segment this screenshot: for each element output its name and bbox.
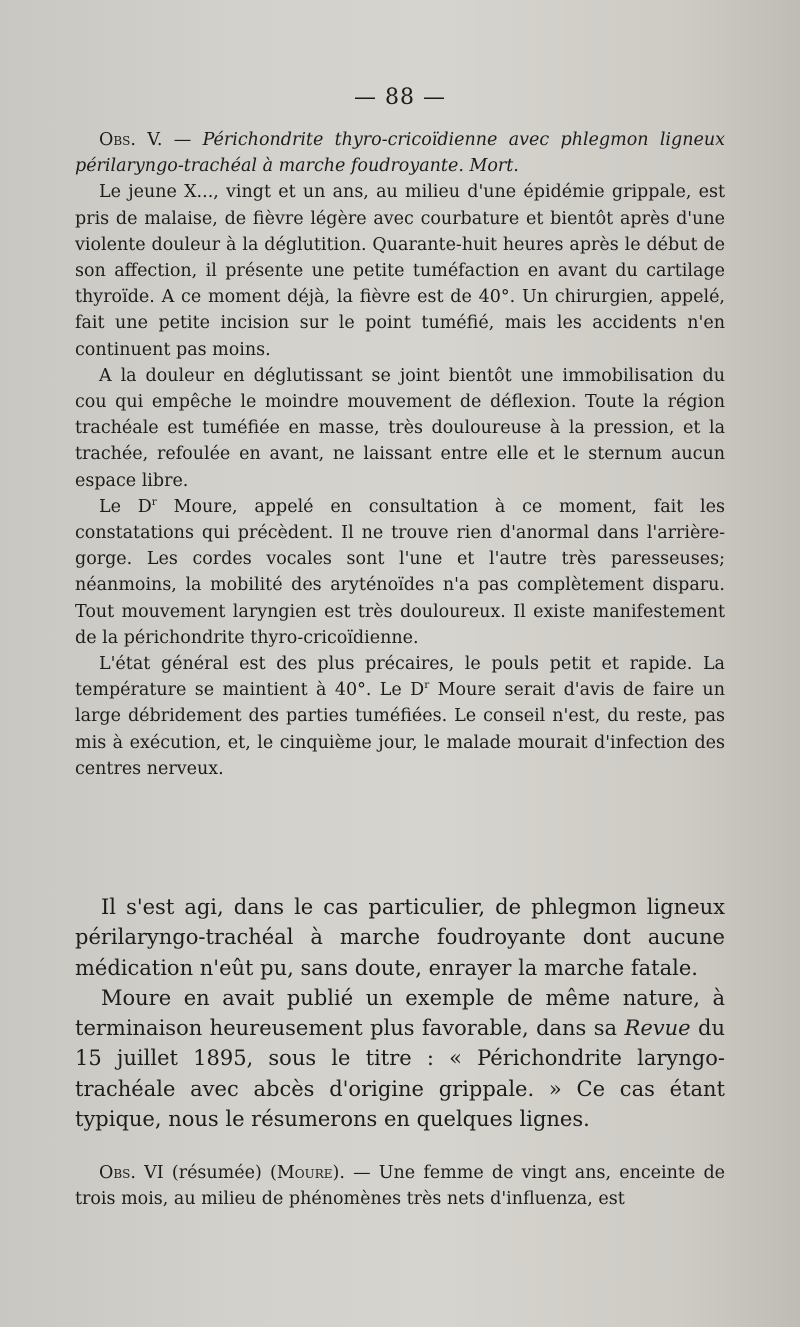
- observation-5-title: Périchondrite thyro-cricoïdienne avec phlegmon ligneux périlaryngo-trachéal à marche foudroyante. Mort.: [75, 130, 725, 177]
- observation-6-label: Obs. VI: [99, 1163, 164, 1183]
- p4-superscript: r: [424, 679, 430, 692]
- p3-text-b: Moure, appelé en consultation à ce moment, fait les constatations qui précèdent. Il ne trouve rien d'anormal dans l'arrière-gorge. Les cordes vocales sont l'une et l'autre très paresseuses; néanmoins, la mobilité des aryténoïdes n'a pas complètement disparu. Tout mouvement laryngien est très douloureux. Il existe manifestement de la périchondrite thyro-cricoïdienne.: [75, 496, 725, 648]
- discussion-paragraph-1: Il s'est agi, dans le cas particulier, de phlegmon ligneux périlaryngo-trachéal à marche foudroyante dont aucune médication n'eût pu, sans doute, enrayer la marche fatale.: [75, 895, 725, 980]
- observation-5-paragraph-1: Le jeune X..., vingt et un ans, au milieu d'une épidémie grippale, est pris de malaise, de fièvre légère avec courbature et bientôt après d'une violente douleur à la déglutition. Quarante-huit heures après le début de son affection, il présente une petite tuméfaction en avant du cartilage thyroïde. A ce moment déjà, la fièvre est de 40°. Un chirurgien, appelé, fait une petite incision sur le point tuméfié, mais les accidents n'en continuent pas moins.: [75, 182, 725, 360]
- observation-5-paragraph-2: A la douleur en déglutissant se joint bientôt une immobilisation du cou qui empêche le moindre mouvement de déflexion. Toute la région trachéale est tuméfiée en masse, très douloureuse à la pression, et la trachée, refoulée en avant, ne laissant entre elle et le sternum aucun espace libre.: [75, 365, 725, 491]
- discussion-p2-text-a: Moure en avait publié un exemple de même nature, à terminaison heureusement plus favorable, dans sa: [75, 985, 725, 1041]
- observation-5-label: Obs. V.: [99, 130, 163, 150]
- p3-superscript: r: [151, 496, 157, 509]
- observation-5-heading: [75, 127, 725, 179]
- observation-6-text: ). — Une femme de vingt ans, enceinte de trois mois, au milieu de phénomènes très nets d'influenza, est: [75, 1163, 726, 1210]
- p4-text-b: Moure serait d'avis de faire un large débridement des parties tuméfiées. Le conseil n'est, du reste, pas mis à exécution, et, le cinquième jour, le malade mourait d'infection des centres nerveux.: [75, 680, 725, 779]
- discussion-section: [75, 892, 725, 1134]
- observation-5: [75, 127, 725, 782]
- discussion-paragraph-2: [75, 983, 725, 1134]
- observation-6: [75, 1160, 725, 1212]
- page-number: — 88 —: [354, 85, 446, 110]
- p3-text-a: Le D: [99, 496, 152, 517]
- observation-5-dash: —: [162, 130, 203, 150]
- observation-6-author: Moure: [276, 1163, 333, 1183]
- observation-5-paragraph-3: [75, 494, 725, 651]
- observation-6-paragraph: [75, 1160, 725, 1212]
- revue-italic: Revue: [624, 1016, 691, 1041]
- observation-6-label-rest: (résumée) (: [163, 1163, 277, 1183]
- discussion-p2-text-b: du 15 juillet 1895, sous le titre : « Périchondrite laryngo-trachéale avec abcès d'origine grippale. » Ce cas étant typique, nous le résumerons en quelques lignes.: [75, 1016, 725, 1132]
- observation-5-paragraph-4: [75, 651, 725, 782]
- p4-text-a: L'état général est des plus précaires, le pouls petit et rapide. La température se maintient à 40°. Le D: [75, 654, 725, 701]
